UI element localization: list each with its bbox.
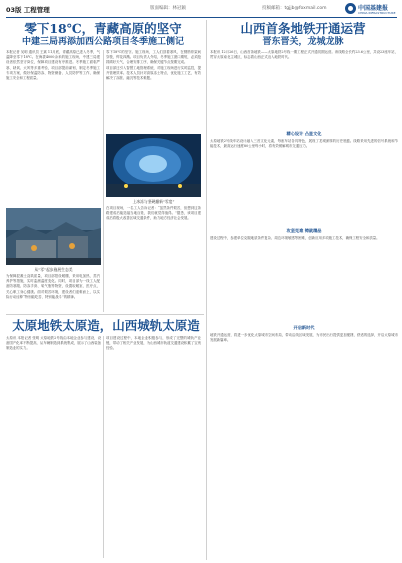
bottom-body-a: 太原讯 本报记者 张明 太原地铁2号线由本地企业参与建设，设备国产化率不断提高，从车辆制造到系统集成，展示了山西装备制造业的实力。: [6, 336, 101, 351]
bottom-article-title: 太原地铁太原造，山西城轨太原造: [12, 318, 200, 333]
main-article-column-1: [6, 50, 100, 205]
right-body-d: 地铁开通运营，将进一步优化太原城市空间布局，带动沿线区域发展，为市民出行提供更加便捷、舒适的选择，开启太原城市发展新篇章。: [210, 333, 398, 343]
column-divider: [103, 50, 104, 312]
middle-column-text-b: [106, 206, 201, 312]
page-divider: [206, 20, 207, 560]
header-divider: [6, 17, 397, 18]
middle-body-b: 项目部还引入智慧工地管理系统，对施工现场进行实时监控，提升管理效率。技术人员针对高原冻土特点，优化施工工艺，有效解决了冻胀、融沉等技术难题。: [106, 65, 201, 81]
middle-body-a: 零下18℃的坚守。施工现场，工人们顶着寒风，在钢筋骨架间穿梭，焊花四溅。项目负责人介绍，冬季施工窗口期短，必须抢抓晴好天气，合理安排工序，确保关键节点按期完成。: [106, 50, 201, 65]
main-article-photo: [6, 208, 101, 265]
submission-email: 投稿邮箱：tgjjb@foxmail.com: [262, 6, 327, 11]
bottom-column-2: [106, 336, 201, 558]
right-article-title: 山西首条地铁开通运营: [240, 21, 366, 36]
right-column-text-a: [210, 50, 398, 128]
right-column-text-c: [210, 236, 398, 322]
main-article-photo-caption: 从“零”起步施展生态美: [34, 267, 73, 272]
right-section-heading-2: 攻坚克难 铸就精品: [286, 228, 322, 233]
section-divider: [6, 314, 204, 315]
bottom-body-b: 项目建设过程中，本地企业积极参与，形成了完整的城轨产业链，带动了相关产业发展，为山西城市轨道交通建设积累了宝贵经验。: [106, 336, 201, 351]
page-label: 03版 工程管理: [6, 6, 50, 14]
main-article-column-1b: [6, 274, 100, 312]
middle-photo: [106, 134, 201, 197]
main-article-title: 零下18℃，青藏高原的坚守: [24, 21, 182, 36]
bottom-column-divider: [103, 336, 104, 558]
editor-credit: 版面编辑：林冠颖: [150, 6, 186, 11]
main-article-body-b: 为保障混凝土浇筑质量，项目部搭设暖棚，采用电加热、蒸汽养护等措施，实时监测温度变化。同时，项目部为一线工人配备防寒服、防冻手套、氧气瓶等物资，设置取暖室、医疗点，关心职工身心健康。面对艰苦环境，建设者们迎难而上，以实际行动诠释“特别能吃苦、特别能战斗”的精神。: [6, 274, 100, 299]
right-body-c: 建设过程中，参建单位克服地质条件复杂、周边环境敏感等困难，创新应用多项施工技术，确保工程安全和质量。: [210, 236, 380, 240]
right-body-a: 本报讯 12月26日，山西首条地铁——太原地铁2号线一期工程正式开通初期运营。该线路全长约23.6公里，共设23座车站，贯穿太原南北主城区，标志着山西正式迈入地铁时代。: [210, 50, 398, 60]
right-article-subtitle: 晋东晋关，龙城龙脉: [262, 37, 344, 47]
logo-icon: [345, 3, 356, 14]
main-article-body-a: 本报记者 吴明 通讯员 王斌 11月底，青藏高原已进入冬季，气温降至零下18℃。在海拔4000余米的施工现场，中建三局建设者依然坚守岗位，保障项目建设有序推进。冬季施工面临严寒、缺氧、大风等多重考验，项目部提前谋划，制定冬季施工专项方案，做好保温防冻、物资储备、人员防护等工作，确保施工安全和工程质量。: [6, 50, 100, 81]
right-column-text-b: [210, 139, 398, 225]
bottom-column-1: [6, 336, 101, 558]
logo-text: 中国基建报: [358, 5, 389, 12]
right-section-heading-1: 精心设计 凸显文化: [286, 131, 322, 136]
newspaper-logo: [345, 2, 397, 17]
right-body-b: 太原地铁2号线车站设计融入三晋文化元素，每座车站各具特色，展现了龙城深厚的历史底蕴。线路采用先进的信号系统和节能技术，最高运行速度80公里每小时，将有效缓解城市交通压力。: [210, 139, 398, 149]
middle-body-c: 在项目现场，一名工人告诉记者：“虽然条件艰苦，但想到这条路建成后能造福当地百姓，我们就觉得值得。”据悉，该项目建成后将极大改善区域交通条件，助力地方经济社会发展。: [106, 206, 201, 221]
right-section-heading-3: 开启新时代: [293, 325, 315, 330]
middle-photo-caption: 上冰冻与坚硬翻新“零度”: [132, 199, 175, 204]
middle-column-text-a: [106, 50, 201, 130]
logo-subtext: CHINA INFRASTRUCTURE: [358, 11, 396, 15]
main-article-subtitle: 中建三局再添加西公路项目冬季施工侧记: [21, 37, 184, 47]
right-column-text-d: [210, 333, 398, 558]
